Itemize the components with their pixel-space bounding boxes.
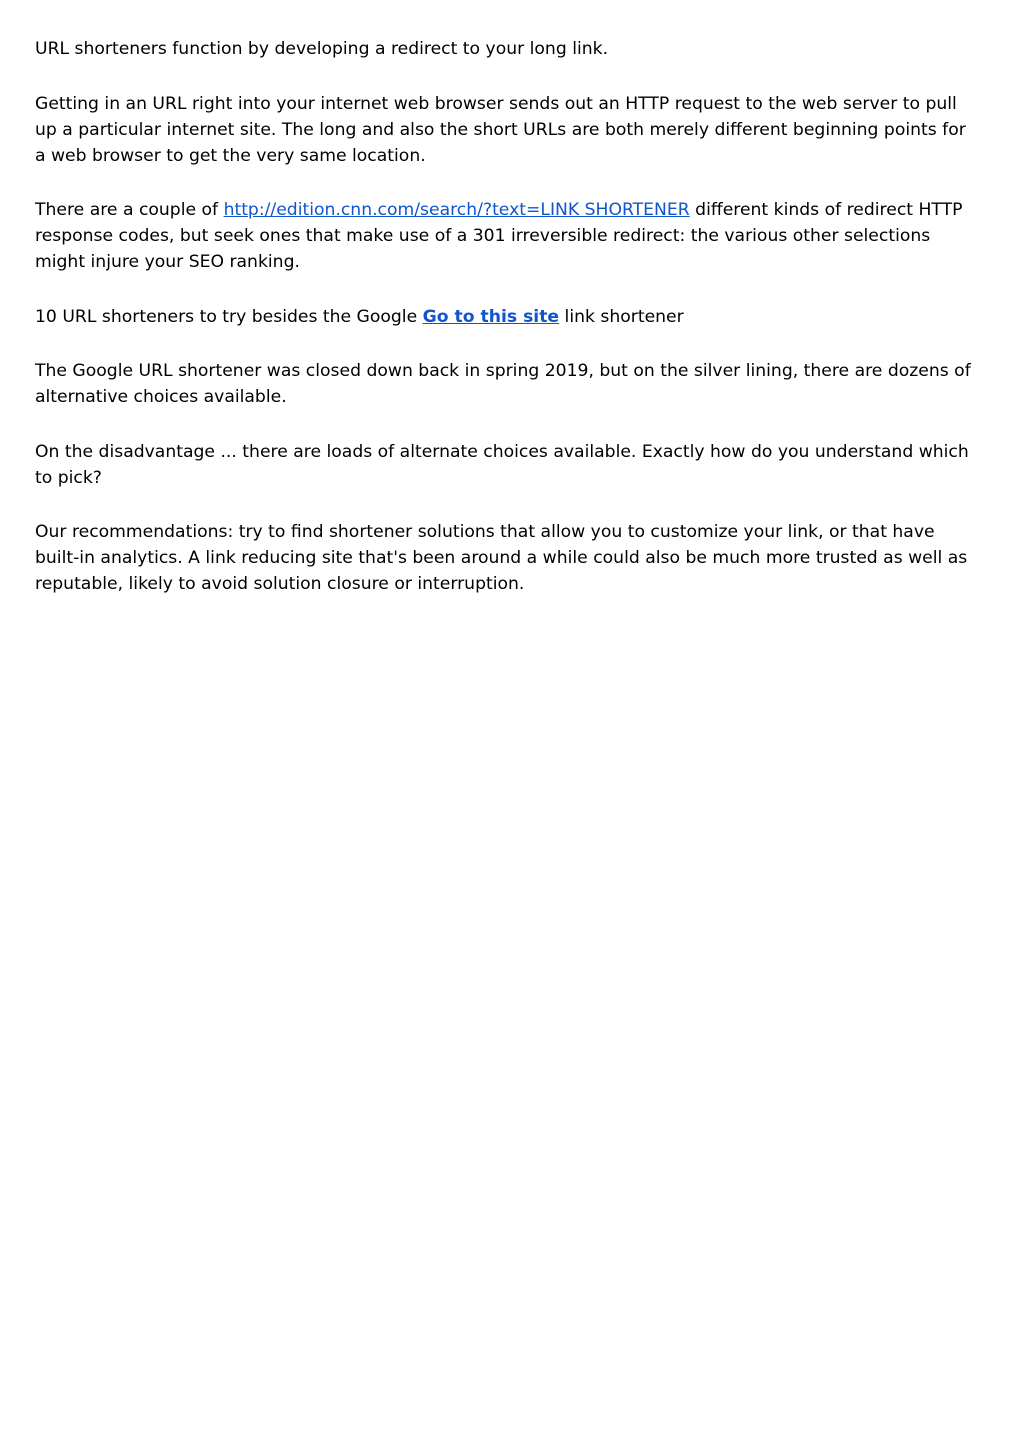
paragraph-text: There are a couple of <box>35 200 224 220</box>
paragraph-intro: URL shorteners function by developing a redirect to your long link. <box>35 39 609 59</box>
paragraph-recommendations: Our recommendations: try to find shortener solutions that allow you to customize your link, or that have built-in analytics. A link reducing site that's been around a while could also be much more trusted as well as reputable, likely to avoid solution closure or interruption. <box>35 522 968 594</box>
paragraph-http-request: Getting in an URL right into your internet web browser sends out an HTTP request to the web server to pull up a particular internet site. The long and also the short URLs are both merely different beginning points for a web browser to get the very same location. <box>35 93 966 166</box>
paragraph-text: link shortener <box>559 306 684 327</box>
go-to-site-link[interactable]: Go to this site <box>422 306 560 327</box>
paragraph-shorteners-heading <box>35 304 975 330</box>
paragraph-text: different kinds of redirect HTTP response codes, but seek ones that make use of a 301 irreversible redirect: the various other selections might injure your SEO ranking. <box>35 200 963 272</box>
paragraph-google-closed: The Google URL shortener was closed down back in spring 2019, but on the silver lining, there are dozens of alternative choices available. <box>35 361 971 407</box>
document-page <box>35 36 975 626</box>
paragraph-disadvantage: On the disadvantage ... there are loads of alternate choices available. Exactly how do you understand which to pick? <box>35 441 969 488</box>
paragraph-redirect-codes <box>35 197 975 275</box>
paragraph-text: 10 URL shorteners to try besides the Google <box>35 306 423 327</box>
cnn-search-link[interactable]: http://edition.cnn.com/search/?text=LINK SHORTENER <box>223 200 690 220</box>
